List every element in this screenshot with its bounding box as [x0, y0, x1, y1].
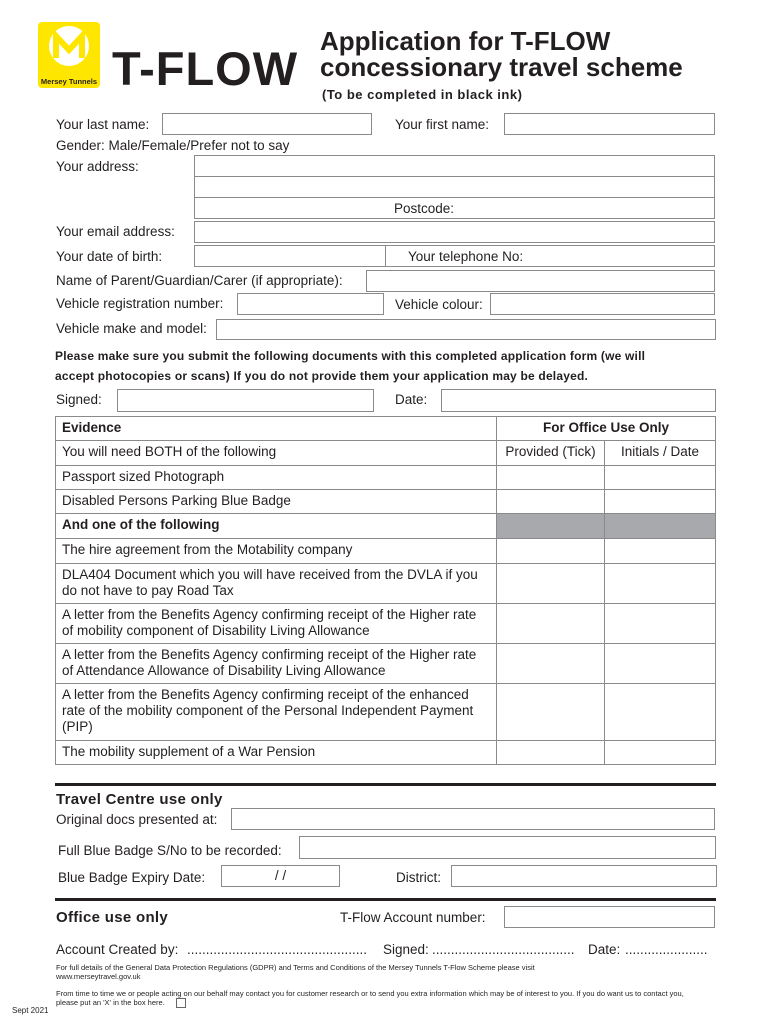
- provided-tick-cell[interactable]: [497, 490, 605, 514]
- provided-tick-cell[interactable]: [497, 644, 605, 684]
- version-label: Sept 2021: [12, 1006, 49, 1015]
- expiry-label: Blue Badge Expiry Date:: [58, 870, 206, 885]
- postcode-label: Postcode:: [394, 201, 455, 216]
- shaded-cell: [605, 514, 716, 539]
- evidence-item: Passport sized Photograph: [56, 466, 497, 490]
- evidence-item: DLA404 Document which you will have received from the DVLA if you do not have to pay Road Tax: [56, 564, 497, 604]
- initials-date-cell[interactable]: [605, 539, 716, 564]
- initials-date-cell[interactable]: [605, 741, 716, 765]
- email-label: Your email address:: [56, 224, 175, 239]
- provided-tick-cell[interactable]: [497, 564, 605, 604]
- vehicle-reg-input[interactable]: [237, 293, 384, 315]
- evidence-item: The hire agreement from the Motability company: [56, 539, 497, 564]
- first-name-label: Your first name:: [395, 117, 490, 132]
- gdpr-link[interactable]: www.merseytravel.gov.uk: [56, 972, 141, 981]
- office-signed-label: Signed:: [383, 942, 429, 957]
- account-number-label: T-Flow Account number:: [340, 910, 486, 925]
- evidence-header: Evidence: [56, 417, 497, 441]
- evidence-item: Disabled Persons Parking Blue Badge: [56, 490, 497, 514]
- date-label: Date:: [395, 392, 428, 407]
- first-name-input[interactable]: [504, 113, 715, 135]
- provided-header: Provided (Tick): [497, 441, 605, 466]
- notice-line-1: Please make sure you submit the following documents with this completed application form (we will: [55, 349, 646, 363]
- initials-date-cell[interactable]: [605, 564, 716, 604]
- office-date-line[interactable]: ......................: [625, 942, 708, 957]
- initials-date-cell[interactable]: [605, 466, 716, 490]
- address-line-3-input[interactable]: [194, 197, 715, 219]
- contact-text: From time to time we or people acting on our behalf may contact you for customer research or to send you extra information which may be of interest to you. If you do want us to contact you,: [56, 989, 684, 998]
- initials-date-cell[interactable]: [605, 644, 716, 684]
- page-subtitle: (To be completed in black ink): [322, 87, 523, 102]
- expiry-date-input[interactable]: / /: [221, 865, 340, 887]
- contact-text-2: please put an 'X' in the box here.: [56, 998, 165, 1007]
- office-use-title: Office use only: [56, 909, 169, 926]
- section-divider: [55, 898, 716, 901]
- initials-header: Initials / Date: [605, 441, 716, 466]
- provided-tick-cell[interactable]: [497, 684, 605, 741]
- last-name-input[interactable]: [162, 113, 372, 135]
- one-of-following-header: And one of the following: [56, 514, 497, 539]
- provided-tick-cell[interactable]: [497, 539, 605, 564]
- notice-line-2: accept photocopies or scans) If you do not provide them your application may be delayed.: [55, 369, 589, 383]
- dob-divider: [385, 245, 386, 267]
- original-docs-label: Original docs presented at:: [56, 812, 218, 827]
- initials-date-cell[interactable]: [605, 490, 716, 514]
- evidence-item: The mobility supplement of a War Pension: [56, 741, 497, 765]
- m-logo-icon: [38, 22, 100, 70]
- email-input[interactable]: [194, 221, 715, 243]
- vehicle-make-label: Vehicle make and model:: [56, 321, 207, 336]
- provided-tick-cell[interactable]: [497, 466, 605, 490]
- signature-input[interactable]: [117, 389, 374, 412]
- address-line-2-input[interactable]: [194, 176, 715, 198]
- vehicle-colour-label: Vehicle colour:: [395, 297, 483, 312]
- parent-input[interactable]: [366, 270, 715, 292]
- vehicle-make-input[interactable]: [216, 319, 716, 340]
- signed-label: Signed:: [56, 392, 102, 407]
- page-title-line2: concessionary travel scheme: [320, 52, 683, 82]
- last-name-label: Your last name:: [56, 117, 150, 132]
- section-divider: [55, 783, 716, 786]
- provided-tick-cell[interactable]: [497, 604, 605, 644]
- logo-caption: Mersey Tunnels: [40, 77, 98, 86]
- evidence-table: [55, 416, 716, 765]
- page-title: Application for T-FLOW: [320, 26, 611, 56]
- gdpr-text: For full details of the General Data Protection Regulations (GDPR) and Terms and Conditions of the Mersey Tunnels T-Flow Scheme please visit: [56, 963, 535, 972]
- dob-label: Your date of birth:: [56, 249, 163, 264]
- shaded-cell: [497, 514, 605, 539]
- provided-tick-cell[interactable]: [497, 741, 605, 765]
- address-line-1-input[interactable]: [194, 155, 715, 177]
- address-label: Your address:: [56, 159, 139, 174]
- office-date-label: Date:: [588, 942, 621, 957]
- mersey-tunnels-logo: [38, 22, 100, 88]
- district-label: District:: [396, 870, 441, 885]
- date-input[interactable]: [441, 389, 716, 412]
- initials-date-cell[interactable]: [605, 684, 716, 741]
- district-input[interactable]: [451, 865, 717, 887]
- gender-label: Gender: Male/Female/Prefer not to say: [56, 138, 290, 153]
- original-docs-input[interactable]: [231, 808, 715, 830]
- telephone-label: Your telephone No:: [408, 249, 524, 264]
- vehicle-colour-input[interactable]: [490, 293, 715, 315]
- evidence-item: A letter from the Benefits Agency confirming receipt of the enhanced rate of the mobility component of the Personal Independent Payment (PIP): [56, 684, 497, 741]
- account-number-input[interactable]: [504, 906, 715, 928]
- office-signed-line[interactable]: ......................................: [432, 942, 575, 957]
- account-created-line[interactable]: ................................................: [187, 942, 368, 957]
- evidence-item: A letter from the Benefits Agency confirming receipt of the Higher rate of mobility component of Disability Living Allowance: [56, 604, 497, 644]
- brand-name: T-FLOW: [112, 42, 299, 95]
- contact-consent-checkbox[interactable]: [176, 998, 186, 1008]
- travel-centre-title: Travel Centre use only: [56, 791, 223, 808]
- vehicle-reg-label: Vehicle registration number:: [56, 296, 224, 311]
- account-created-label: Account Created by:: [56, 942, 179, 957]
- evidence-item: A letter from the Benefits Agency confirming receipt of the Higher rate of Attendance Allowance of Disability Living Allowance: [56, 644, 497, 684]
- blue-badge-sn-input[interactable]: [299, 836, 716, 859]
- initials-date-cell[interactable]: [605, 604, 716, 644]
- blue-badge-sn-label: Full Blue Badge S/No to be recorded:: [58, 843, 282, 858]
- office-use-header: For Office Use Only: [497, 417, 716, 441]
- parent-label: Name of Parent/Guardian/Carer (if appropriate):: [56, 273, 343, 288]
- both-row-label: You will need BOTH of the following: [56, 441, 497, 466]
